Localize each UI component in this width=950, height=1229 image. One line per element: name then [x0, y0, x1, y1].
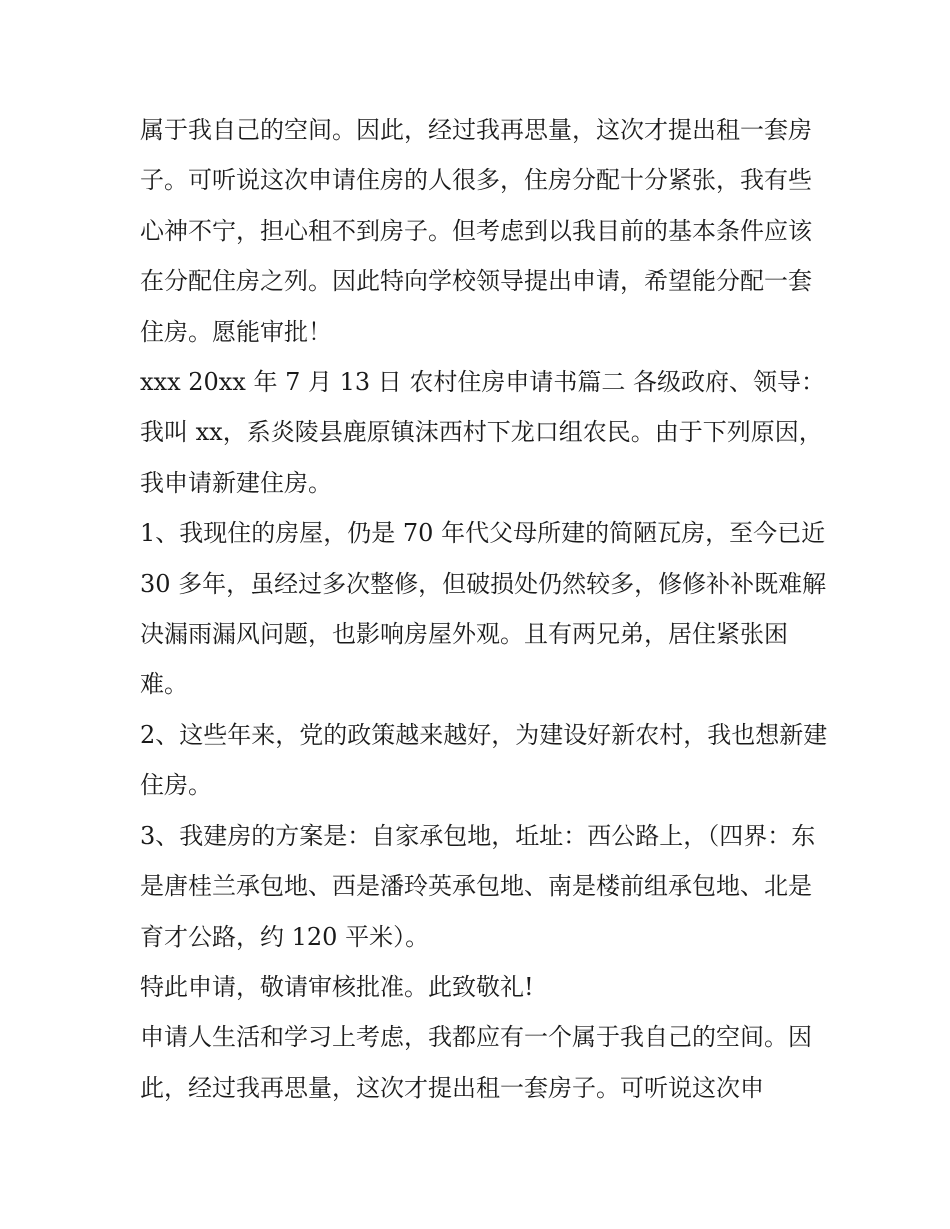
paragraph-reason-1: 1、我现住的房屋，仍是 70 年代父母所建的简陋瓦房，至今已近 30 多年，虽经过多次整修，但破损处仍然较多，修修补补既难解决漏雨漏风问题，也影响房屋外观。且有两兄弟，居住紧张困难。 — [140, 519, 827, 699]
paragraph-repeat-start: 申请人生活和学习上考虑，我都应有一个属于我自己的空间。因此，经过我再思量，这次才提出租一套房子。可听说这次申 — [140, 1023, 812, 1102]
body-text — [140, 105, 830, 1113]
paragraph-rural-housing-intro: xxx 20xx 年 7 月 13 日 农村住房申请书篇二 各级政府、领导：我叫 xx，系炎陵县鹿原镇沫西村下龙口组农民。由于下列原因，我申请新建住房。 — [140, 368, 826, 497]
paragraph-reason-2: 2、这些年来，党的政策越来越好，为建设好新农村，我也想新建住房。 — [140, 720, 828, 800]
paragraph-housing-request-end: 属于我自己的空间。因此，经过我再思量，这次才提出租一套房子。可听说这次申请住房的人很多，住房分配十分紧张，我有些心神不宁，担心租不到房子。但考虑到以我目前的基本条件应该在分配住房之列。因此特向学校领导提出申请，希望能分配一套住房。愿能审批！ — [140, 116, 812, 346]
paragraph-closing: 特此申请，敬请审核批准。此致敬礼! — [140, 972, 534, 1001]
paragraph-reason-3: 3、我建房的方案是：自家承包地，坵址：西公路上，（四界：东是唐桂兰承包地、西是潘玲英承包地、南是楼前组承包地、北是育才公路，约 120 平米）。 — [140, 821, 816, 951]
